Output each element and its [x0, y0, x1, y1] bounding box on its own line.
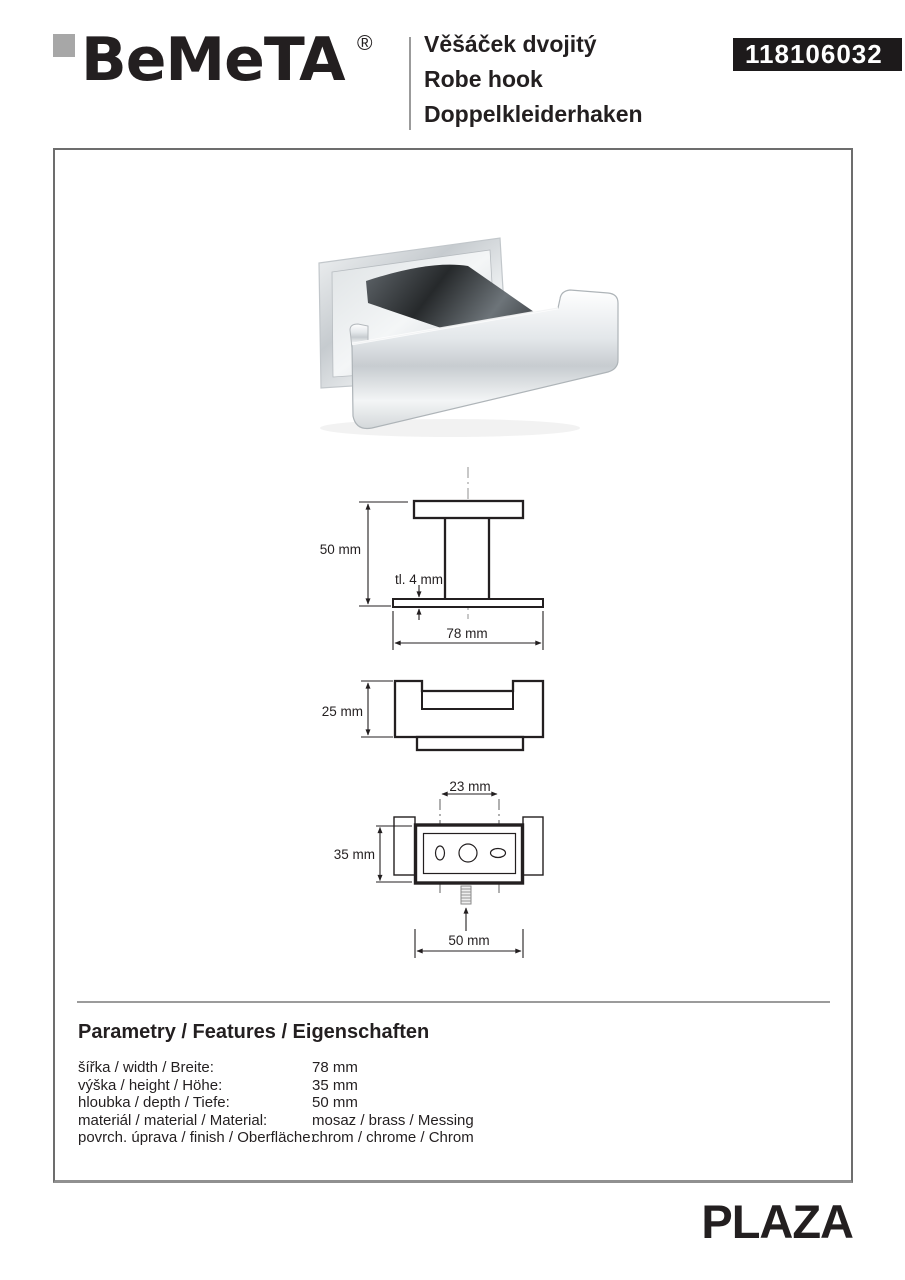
parameters-table: [78, 1059, 638, 1147]
dim-label-front-width: 50 mm: [448, 933, 490, 948]
dim-label-front-height: 35 mm: [333, 847, 375, 862]
product-code-badge: 118106032: [733, 38, 902, 71]
registered-trademark-icon: ®: [357, 32, 373, 55]
param-value: chrom / chrome / Chrom: [312, 1129, 474, 1146]
param-value: mosaz / brass / Messing: [312, 1111, 474, 1129]
logo-mark-square-icon: [53, 34, 75, 57]
product-title-en: Robe hook: [424, 66, 543, 92]
param-value: 35 mm: [312, 1076, 358, 1094]
product-titles: [424, 27, 643, 132]
dim-label-thickness: tl. 4 mm: [395, 572, 444, 587]
param-label: materiál / material / Material:: [78, 1111, 268, 1129]
parameters-divider: [77, 1001, 830, 1003]
param-row: [78, 1129, 638, 1147]
param-label: šířka / width / Breite:: [78, 1059, 214, 1076]
param-row: [78, 1059, 638, 1077]
dim-label-side-width: 78 mm: [446, 626, 488, 641]
param-row: [78, 1077, 638, 1095]
param-value: 50 mm: [312, 1094, 358, 1111]
product-title-cs: Věšáček dvojitý: [424, 31, 597, 57]
param-label: hloubka / depth / Tiefe:: [78, 1094, 230, 1111]
param-row: [78, 1094, 638, 1112]
param-value: 78 mm: [312, 1059, 358, 1076]
brand-logo: BeMeTA: [81, 25, 345, 95]
header-divider: [409, 37, 411, 130]
series-name: PLAZA: [701, 1195, 853, 1248]
parameters-heading: Parametry / Features / Eigenschaften: [78, 1021, 430, 1043]
dim-label-hole-spacing: 23 mm: [449, 779, 491, 794]
product-title-de: Doppelkleiderhaken: [424, 101, 643, 127]
param-label: výška / height / Höhe:: [78, 1076, 223, 1094]
dim-label-side-height: 50 mm: [319, 542, 361, 557]
param-label: povrch. úprava / finish / Oberfläche:: [78, 1129, 315, 1146]
param-row: [78, 1112, 638, 1130]
dim-label-top-depth: 25 mm: [321, 704, 363, 719]
